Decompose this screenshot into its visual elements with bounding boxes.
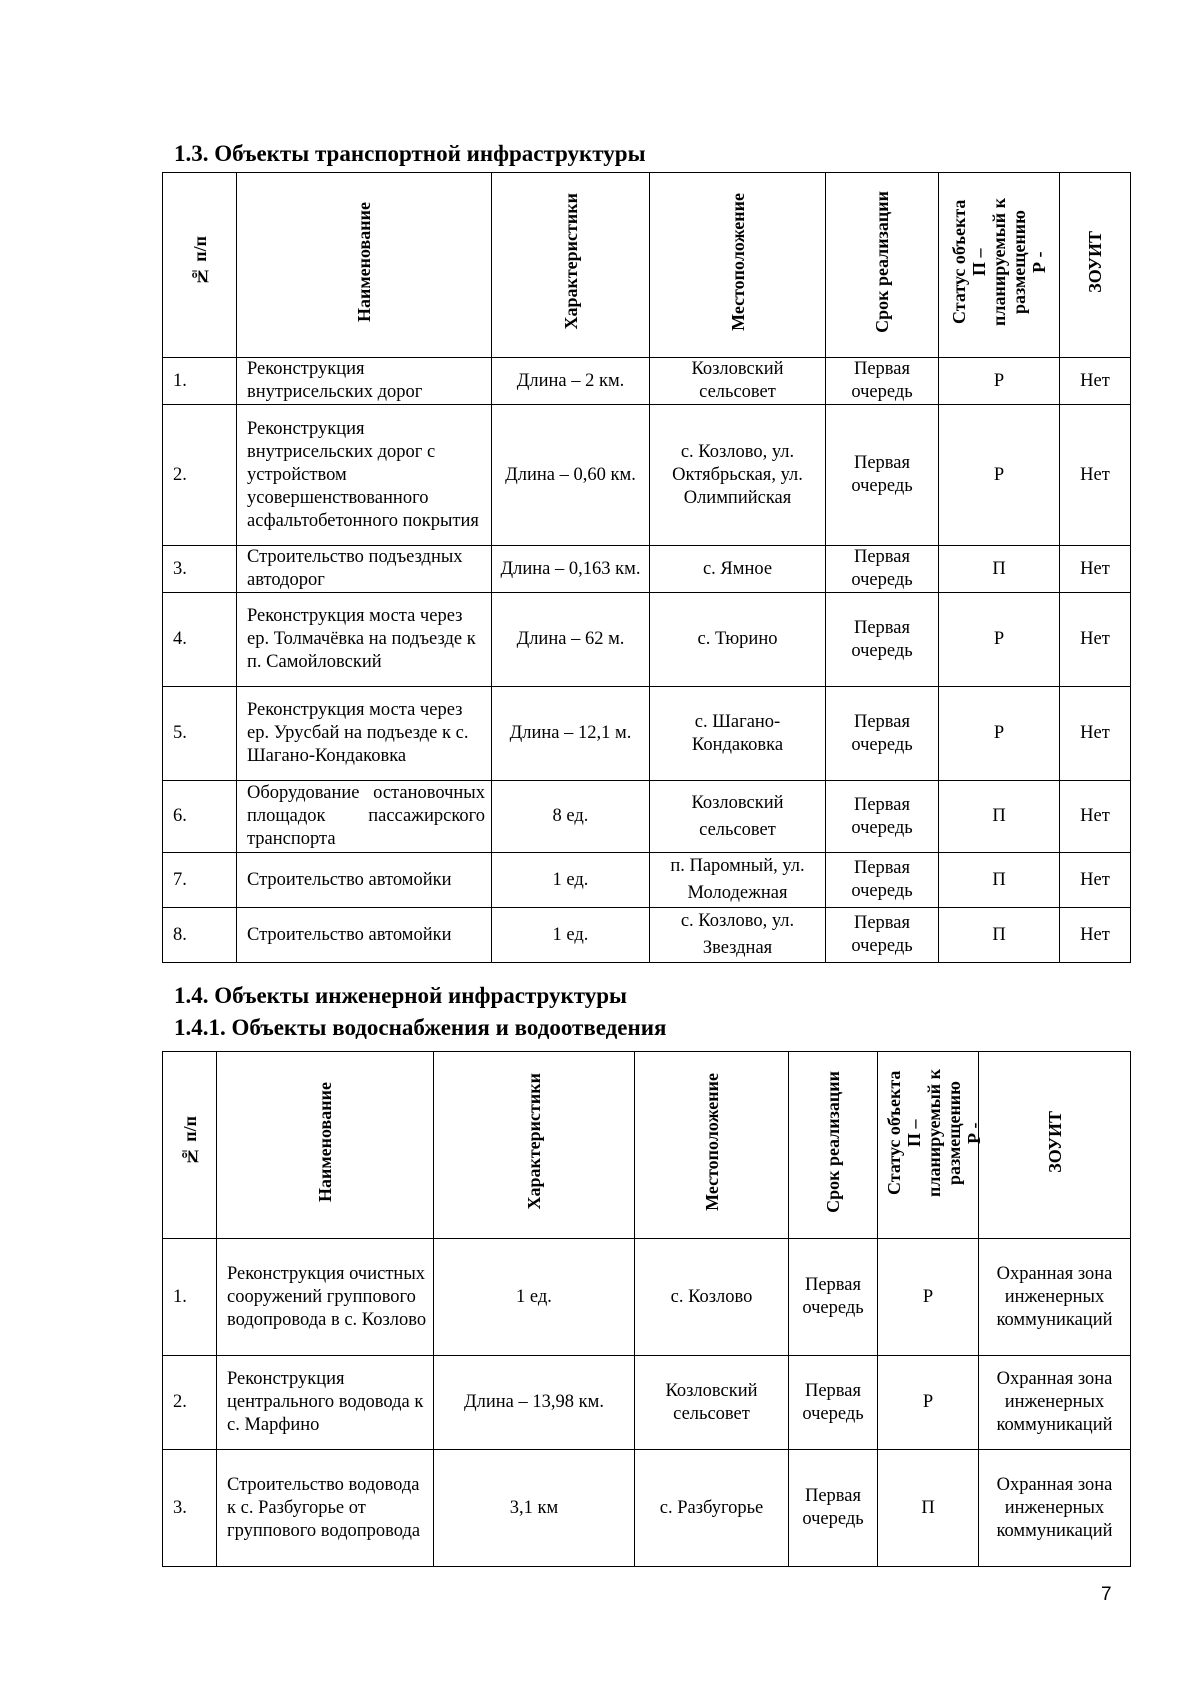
cell-status: Р [939,358,1060,405]
cell-term: Первая очередь [826,687,939,781]
cell-num: 3. [163,546,237,593]
cell-term: Первая очередь [826,358,939,405]
cell-num: 2. [163,405,237,546]
status-header-line: П – [969,247,989,276]
cell-characteristics: 8 ед. [492,781,650,853]
cell-location: с. Разбугорье [635,1450,789,1567]
cell-term: Первая очередь [826,853,939,908]
cell-num: 1. [163,358,237,405]
cell-term: Первая очередь [789,1356,878,1450]
table-row [163,593,1131,687]
table-row [163,1450,1131,1567]
page-number: 7 [1101,1584,1112,1605]
table-row [163,853,1131,908]
table-header-row [163,1052,1131,1239]
cell-location: Козловский сельсовет [650,358,826,405]
col-header-name: Наименование [217,1052,434,1239]
cell-zouit: Охранная зона инженерных коммуникаций [979,1239,1131,1356]
section-title-water: 1.4.1. Объекты водоснабжения и водоотведения [174,1015,667,1040]
col-header-zouit: ЗОУИТ [1060,173,1131,358]
cell-name: Реконструкция очистных сооружений группового водопровода в с. Козлово [217,1239,434,1356]
cell-zouit: Охранная зона инженерных коммуникаций [979,1450,1131,1567]
status-header-line: П – [904,1118,924,1147]
cell-zouit: Нет [1060,546,1131,593]
cell-zouit: Нет [1060,687,1131,781]
cell-name: Реконструкция моста через ер. Толмачёвка на подъезде к п. Самойловский [237,593,492,687]
cell-name: Строительство автомойки [237,908,492,963]
cell-zouit: Нет [1060,908,1131,963]
col-header-status [939,173,1060,358]
cell-zouit: Нет [1060,405,1131,546]
status-header-line: планируемый к [989,197,1009,326]
col-header-location: Местоположение [650,173,826,358]
cell-status: Р [939,687,1060,781]
cell-status: П [939,781,1060,853]
table-row [163,1239,1131,1356]
cell-location: с. Шагано-Кондаковка [650,687,826,781]
col-header-characteristics: Характеристики [434,1052,635,1239]
cell-characteristics: 1 ед. [434,1239,635,1356]
col-header-num: № п/п [163,173,237,358]
cell-location: с. Козлово, ул. Звездная [650,908,826,963]
cell-zouit: Нет [1060,781,1131,853]
col-header-term: Срок реализации [826,173,939,358]
cell-zouit: Нет [1060,358,1131,405]
cell-term: Первая очередь [826,908,939,963]
transport-table [162,172,1131,963]
col-header-name: Наименование [237,173,492,358]
cell-term: Первая очередь [789,1239,878,1356]
cell-num: 7. [163,853,237,908]
cell-status: Р [939,405,1060,546]
cell-name: Строительство водовода к с. Разбугорье от группового водопровода [217,1450,434,1567]
cell-num: 3. [163,1450,217,1567]
cell-location: с. Ямное [650,546,826,593]
cell-num: 6. [163,781,237,853]
status-header-line: Статус объекта [949,199,969,324]
status-header-text [949,198,1049,326]
cell-characteristics: Длина – 2 км. [492,358,650,405]
cell-num: 2. [163,1356,217,1450]
cell-characteristics: Длина – 0,163 км. [492,546,650,593]
cell-num: 8. [163,908,237,963]
cell-location: Козловский сельсовет [635,1356,789,1450]
cell-location: п. Паромный, ул. Молодежная [650,853,826,908]
status-header-line: размещению [1009,209,1029,314]
col-header-num: № п/п [163,1052,217,1239]
cell-status: Р [939,593,1060,687]
col-header-location: Местоположение [635,1052,789,1239]
cell-characteristics: Длина – 0,60 км. [492,405,650,546]
cell-status: Р [878,1356,979,1450]
cell-name: Реконструкция внутрисельских дорог [237,358,492,405]
status-header-line: Р - [964,1121,984,1144]
table-header-row [163,173,1131,358]
cell-characteristics: 3,1 км [434,1450,635,1567]
cell-characteristics: 1 ед. [492,853,650,908]
status-header-text [884,1069,984,1197]
cell-name: Строительство автомойки [237,853,492,908]
cell-characteristics: Длина – 13,98 км. [434,1356,635,1450]
cell-location: с. Козлово, ул. Октябрьская, ул. Олимпийская [650,405,826,546]
section-title-transport: 1.3. Объекты транспортной инфраструктуры [174,141,646,166]
cell-num: 5. [163,687,237,781]
table-row [163,1356,1131,1450]
table-row [163,781,1131,853]
cell-term: Первая очередь [826,593,939,687]
cell-term: Первая очередь [826,405,939,546]
cell-status: П [939,853,1060,908]
cell-zouit: Нет [1060,853,1131,908]
col-header-status [878,1052,984,1239]
cell-name: Оборудование остановочных площадок пассажирского транспорта [237,781,492,853]
cell-term: Первая очередь [826,546,939,593]
cell-location: с. Козлово [635,1239,789,1356]
cell-status: П [939,546,1060,593]
cell-zouit: Охранная зона инженерных коммуникаций [979,1356,1131,1450]
water-table [162,1051,1131,1567]
cell-zouit: Нет [1060,593,1131,687]
cell-num: 4. [163,593,237,687]
status-header-line: размещению [944,1080,964,1185]
cell-name: Реконструкция моста через ер. Урусбай на подъезде к с. Шагано-Кондаковка [237,687,492,781]
cell-status: Р [878,1239,979,1356]
status-header-line: планируемый к [924,1068,944,1197]
cell-num: 1. [163,1239,217,1356]
cell-characteristics: Длина – 62 м. [492,593,650,687]
cell-name: Строительство подъездных автодорог [237,546,492,593]
cell-term: Первая очередь [789,1450,878,1567]
cell-characteristics: 1 ед. [492,908,650,963]
cell-term: Первая очередь [826,781,939,853]
cell-name: Реконструкция внутрисельских дорог с устройством усовершенствованного асфальтобетонного покрытия [237,405,492,546]
section-title-engineering: 1.4. Объекты инженерной инфраструктуры [174,983,628,1008]
status-header-line: Статус объекта [884,1070,904,1195]
table-row [163,687,1131,781]
cell-status: П [878,1450,979,1567]
table-row [163,358,1131,405]
table-row [163,908,1131,963]
status-header-line: Р - [1029,250,1049,273]
col-header-characteristics: Характеристики [492,173,650,358]
cell-status: П [939,908,1060,963]
col-header-term: Срок реализации [789,1052,878,1239]
col-header-zouit: ЗОУИТ [979,1052,1131,1239]
cell-name: Реконструкция центрального водовода к с. Марфино [217,1356,434,1450]
cell-characteristics: Длина – 12,1 м. [492,687,650,781]
table-row [163,546,1131,593]
cell-location: с. Тюрино [650,593,826,687]
cell-location: Козловский сельсовет [650,781,826,853]
table-row [163,405,1131,546]
